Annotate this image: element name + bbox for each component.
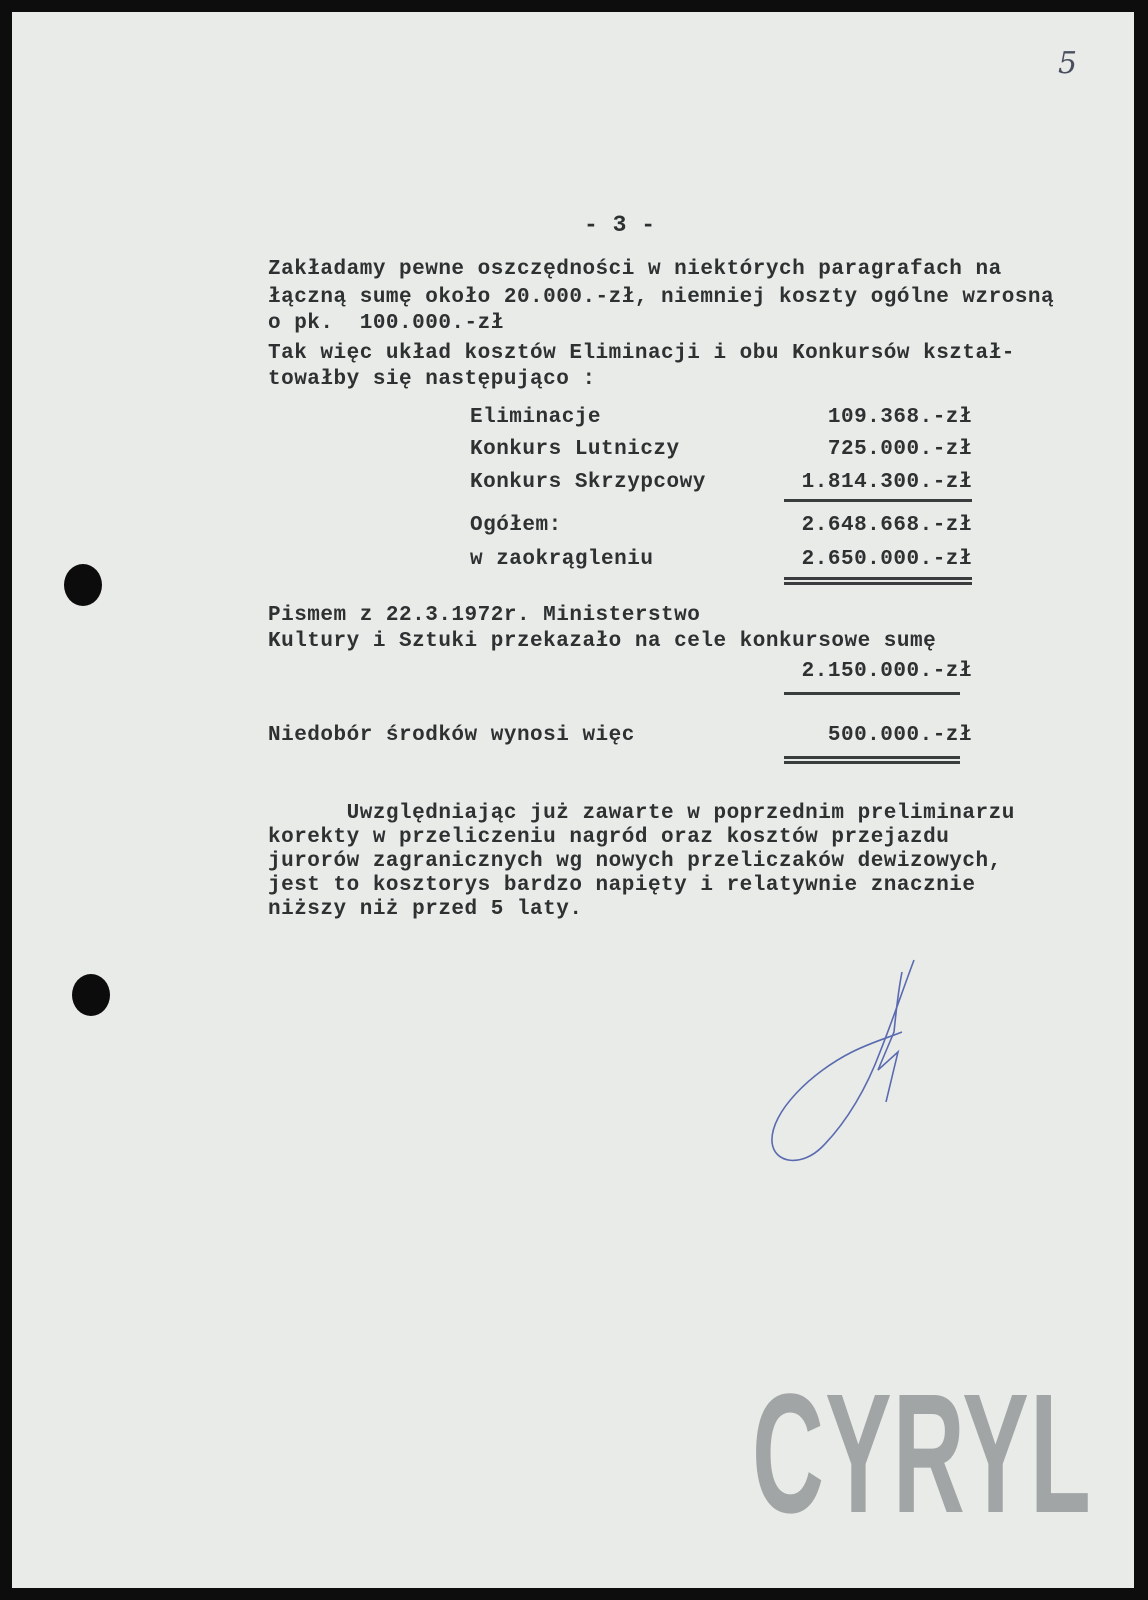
- rounded-amount: 2.650.000.-zł: [801, 548, 972, 571]
- paragraph-4-line-5: niższy niż przed 5 laty.: [268, 898, 583, 921]
- paragraph-2-line-1: Tak więc układ kosztów Eliminacji i obu Konkursów kształ-: [268, 342, 1015, 365]
- sum-underline: [784, 499, 972, 502]
- shortfall-double-underline: [784, 756, 960, 764]
- paragraph-1-line-2: łączną sumę około 20.000.-zł, niemniej koszty ogólne wzrosną: [268, 286, 1055, 309]
- paragraph-4-line-3: jurorów zagranicznych wg nowych przeliczaków dewizowych,: [268, 850, 1002, 873]
- paragraph-1-line-3: o pk. 100.000.-zł: [268, 312, 504, 335]
- cost-row-amount: 725.000.-zł: [827, 438, 972, 461]
- paragraph-4-line-4: jest to kosztorys bardzo napięty i relatywnie znacznie: [268, 874, 976, 897]
- paragraph-3-line-1: Pismem z 22.3.1972r. Ministerstwo: [268, 604, 701, 627]
- shortfall-label: Niedobór środków wynosi więc: [268, 724, 635, 747]
- watermark-logo: [742, 1312, 1102, 1542]
- punch-hole: [72, 974, 110, 1016]
- paragraph-1-line-1: Zakładamy pewne oszczędności w niektórych paragrafach na: [268, 258, 1002, 281]
- document-page: [12, 12, 1134, 1588]
- punch-hole: [64, 564, 102, 606]
- total-amount: 2.648.668.-zł: [801, 514, 972, 537]
- grant-underline: [784, 692, 960, 695]
- cost-row-amount: 109.368.-zł: [827, 406, 972, 429]
- double-underline: [784, 577, 972, 585]
- cost-row-label: Eliminacje: [470, 406, 602, 429]
- cost-row-amount: 1.814.300.-zł: [801, 471, 972, 494]
- shortfall-amount: 500.000.-zł: [827, 724, 972, 747]
- grant-amount: 2.150.000.-zł: [801, 660, 972, 683]
- signature: [752, 952, 942, 1172]
- cost-row-label: Konkurs Skrzypcowy: [470, 471, 706, 494]
- svg-text:CYRYL: CYRYL: [752, 1359, 1092, 1542]
- total-label: Ogółem:: [470, 514, 562, 537]
- paragraph-3-line-2: Kultury i Sztuki przekazało na cele konkursowe sumę: [268, 630, 937, 653]
- paragraph-2-line-2: towałby się następująco :: [268, 368, 596, 391]
- paragraph-4-line-1: Uwzględniając już zawarte w poprzednim preliminarzu: [268, 802, 1015, 825]
- page-number: - 3 -: [584, 212, 656, 238]
- cost-row-label: Konkurs Lutniczy: [470, 438, 680, 461]
- archive-page-number: 5: [1058, 46, 1078, 81]
- paragraph-4-line-2: korekty w przeliczeniu nagród oraz kosztów przejazdu: [268, 826, 950, 849]
- rounded-label: w zaokrągleniu: [470, 548, 654, 571]
